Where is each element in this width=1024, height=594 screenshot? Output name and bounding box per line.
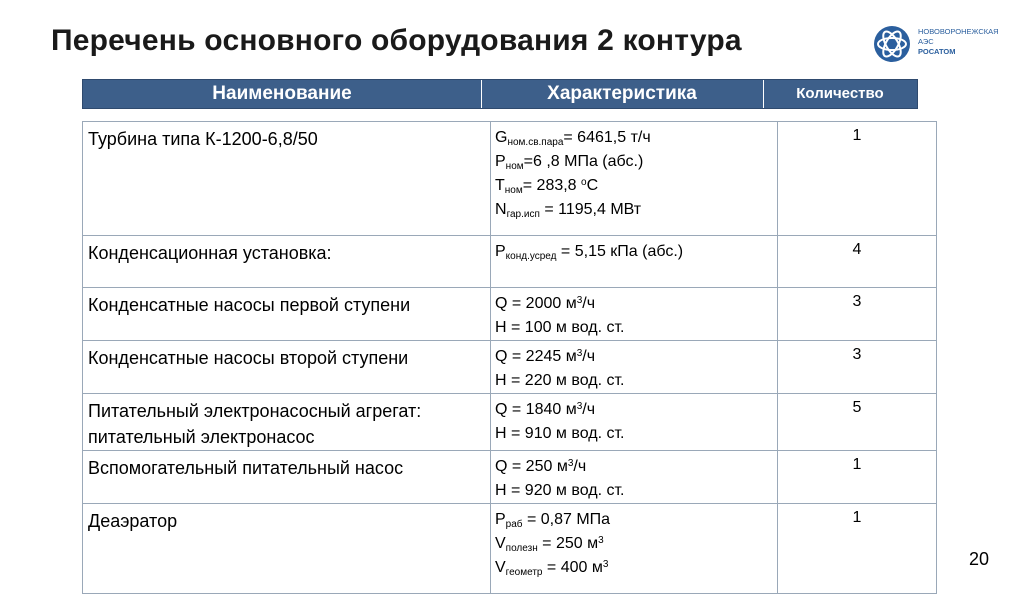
atom-icon — [872, 24, 912, 64]
characteristic-line — [495, 316, 775, 340]
char-tail: /ч — [582, 295, 596, 312]
table-row — [83, 236, 937, 288]
equipment-name: Конденсатные насосы первой ступени — [83, 288, 491, 341]
equipment-table — [82, 121, 937, 594]
char-sup: 3 — [602, 559, 609, 570]
char-sup: o — [581, 177, 587, 188]
char-text: =6 ,8 МПа (абс.) — [523, 153, 644, 170]
equipment-quantity: 1 — [778, 451, 937, 504]
char-sym: Q = 250 м — [495, 458, 568, 475]
logo-line-2: АЭС — [918, 37, 934, 46]
char-sub: конд.усред — [505, 251, 557, 262]
table-header — [82, 79, 918, 109]
char-sym: H = 220 м вод. ст. — [495, 372, 625, 389]
characteristic-line — [495, 479, 775, 503]
rosatom-logo — [872, 24, 1012, 64]
char-sub: гар.исп — [506, 209, 540, 220]
equipment-characteristic — [491, 451, 778, 504]
char-tail: /ч — [582, 348, 596, 365]
logo-line-1: НОВОВОРОНЕЖСКАЯ — [918, 27, 999, 36]
char-sym: Q = 2245 м — [495, 348, 577, 365]
char-text: = 250 м — [537, 535, 599, 552]
equipment-characteristic — [491, 288, 778, 341]
char-sub: ном — [505, 161, 524, 172]
characteristic-line — [495, 532, 775, 556]
equipment-name: Питательный электронасосный агрегат: питательный электронасос — [83, 394, 491, 451]
char-sym: V — [495, 535, 506, 552]
char-text: = 1195,4 МВт — [539, 201, 642, 218]
char-sup: 3 — [598, 535, 604, 546]
equipment-quantity: 1 — [778, 122, 937, 236]
characteristic-line — [495, 126, 775, 150]
char-sup: 3 — [576, 348, 583, 359]
equipment-characteristic — [491, 236, 778, 288]
table-row — [83, 122, 937, 236]
char-sub: геометр — [505, 567, 543, 578]
char-tail: /ч — [582, 401, 596, 418]
characteristic-line — [495, 422, 775, 446]
table-row — [83, 504, 937, 594]
logo-line-3: РОСАТОМ — [918, 47, 956, 56]
char-sym: N — [495, 201, 507, 218]
characteristic-line — [495, 398, 775, 422]
equipment-name: Деаэратор — [83, 504, 491, 594]
equipment-quantity: 4 — [778, 236, 937, 288]
char-sym: P — [495, 153, 506, 170]
characteristic-line — [495, 556, 775, 580]
char-sym: Q = 2000 м — [495, 295, 577, 312]
characteristic-line — [495, 240, 775, 264]
char-text: = 6461,5 т/ч — [563, 129, 651, 146]
char-sym: G — [495, 129, 508, 146]
char-sub: раб — [505, 519, 523, 530]
equipment-name: Вспомогательный питательный насос — [83, 451, 491, 504]
equipment-characteristic — [491, 122, 778, 236]
header-characteristic: Характеристика — [481, 80, 764, 108]
characteristic-line — [495, 369, 775, 393]
header-quantity: Количество — [796, 85, 884, 102]
equipment-quantity: 3 — [778, 288, 937, 341]
char-sym: H = 100 м вод. ст. — [495, 319, 625, 336]
char-sup: 3 — [576, 401, 583, 412]
characteristic-line — [495, 174, 775, 198]
characteristic-line — [495, 292, 775, 316]
char-sym: P — [495, 243, 506, 260]
page-number: 20 — [969, 549, 990, 569]
char-sub: ном.св.пара — [507, 137, 564, 148]
equipment-characteristic — [491, 394, 778, 451]
table-row — [83, 341, 937, 394]
equipment-name: Конденсационная установка: — [83, 236, 491, 288]
char-tail: /ч — [573, 458, 587, 475]
equipment-characteristic — [491, 504, 778, 594]
equipment-quantity: 1 — [778, 504, 937, 594]
table-row — [83, 451, 937, 504]
char-text: = 283,8 — [522, 177, 582, 194]
char-text: = 0,87 МПа — [522, 511, 611, 528]
characteristic-line — [495, 198, 775, 222]
char-sym: P — [495, 511, 506, 528]
char-sym: T — [495, 177, 505, 194]
char-text: = 5,15 кПа (абс.) — [556, 243, 684, 260]
table-row — [83, 288, 937, 341]
equipment-quantity: 3 — [778, 341, 937, 394]
header-name: Наименование — [83, 80, 482, 108]
char-sup: 3 — [567, 458, 574, 469]
characteristic-line — [495, 150, 775, 174]
slide-title: Перечень основного оборудования 2 контура — [51, 24, 742, 57]
char-sym: V — [495, 559, 506, 576]
equipment-quantity: 5 — [778, 394, 937, 451]
characteristic-line — [495, 345, 775, 369]
char-text: = 400 м — [542, 559, 603, 576]
equipment-name: Конденсатные насосы второй ступени — [83, 341, 491, 394]
char-sub: полезн — [505, 543, 538, 554]
equipment-characteristic — [491, 341, 778, 394]
equipment-name: Турбина типа К-1200-6,8/50 — [83, 122, 491, 236]
table-row — [83, 394, 937, 451]
char-sym: H = 920 м вод. ст. — [495, 482, 625, 499]
char-sup: 3 — [576, 295, 583, 306]
char-tail: С — [586, 177, 599, 194]
characteristic-line — [495, 508, 775, 532]
char-sym: Q = 1840 м — [495, 401, 577, 418]
char-sub: ном — [504, 185, 523, 196]
characteristic-line — [495, 455, 775, 479]
char-sym: H = 910 м вод. ст. — [495, 425, 625, 442]
